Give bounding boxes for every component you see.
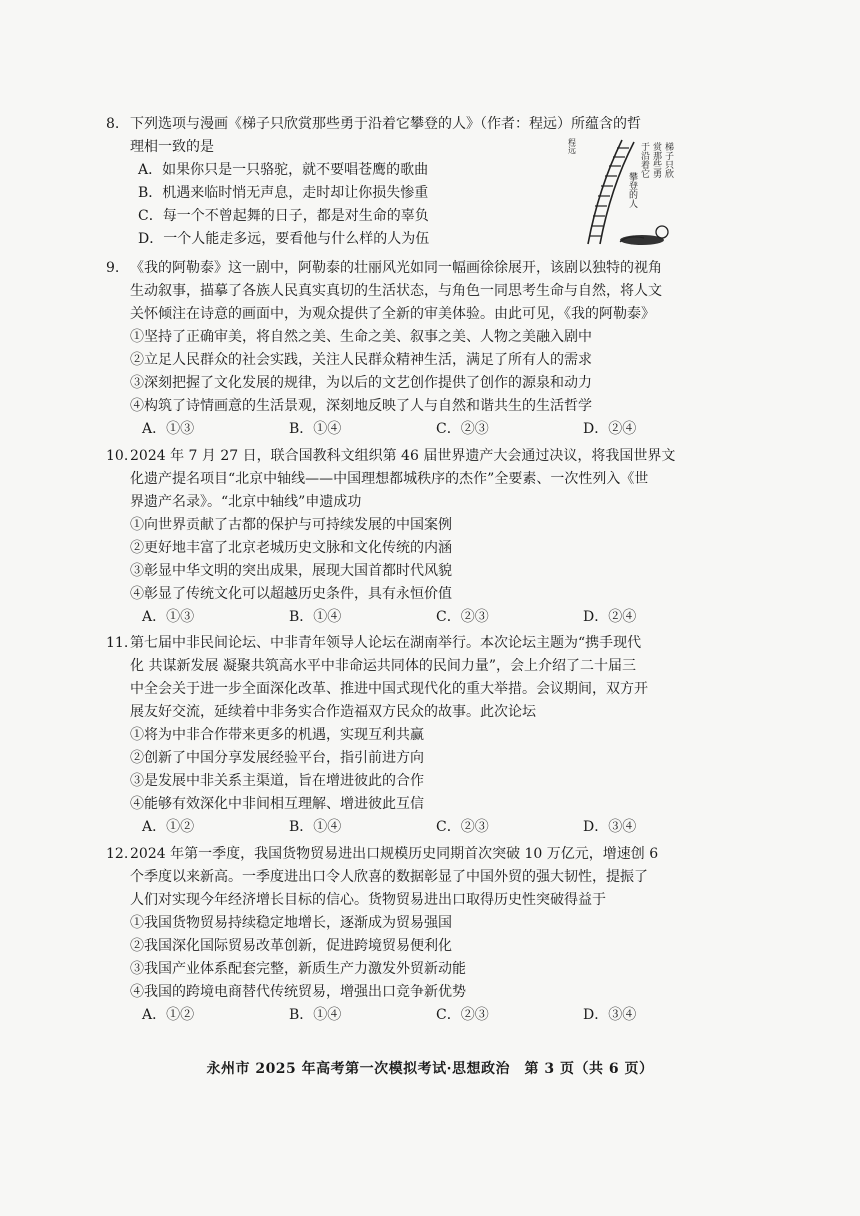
statement-4: ④构筑了诗情画意的生活景观，深刻地反映了人与自然和谐共生的生活哲学 [130,398,592,414]
question-text-line: 化 共谋新发展 凝聚共筑高水平中非命运共同体的民间力量”，会上介绍了二十届三 [130,658,637,674]
statement-1: ①我国货物贸易持续稳定地增长，逐渐成为贸易强国 [130,915,452,931]
cartoon-title-col-4: 攀登的人 [627,172,637,208]
question-9 [106,257,730,441]
question-text-line: 关怀倾注在诗意的画面中，为观众提供了全新的审美体验。由此可见，《我的阿勒泰》 [130,306,655,322]
question-text-line: 中全会关于进一步全面深化改革、推进中国式现代化的重大举措。会议期间，双方开 [130,681,648,697]
answer-choices [130,606,730,629]
statement-3: ③我国产业体系配套完整，新质生产力激发外贸新动能 [130,961,466,977]
question-text-line: 《我的阿勒泰》这一剧中，阿勒泰的壮丽风光如同一幅画徐徐展开，该剧以独特的视角 [130,260,662,276]
choice-c: C．②③ [436,609,489,625]
question-text-line: 界遗产名录》。“北京中轴线”申遗成功 [130,494,362,510]
question-text-line: 下列选项与漫画《梯子只欣赏那些勇于沿着它攀登的人》（作者：程远）所蕴含的哲 [130,116,641,132]
choice-b: B．①④ [289,609,342,625]
question-text-line: 展友好交流，延续着中非务实合作造福双方民众的故事。此次论坛 [130,704,536,720]
question-text-line: 化遗产提名项目“北京中轴线——中国理想都城秩序的杰作”全要素、一次性列入《世 [130,471,649,487]
ladder-cartoon-drawing [560,132,680,250]
question-number: 11. [106,635,129,651]
statement-3: ③彰显中华文明的突出成果，展现大国首都时代风貌 [130,563,452,579]
question-text-line: 2024 年 7 月 27 日，联合国教科文组织第 46 届世界遗产大会通过决议，将我国世界文 [130,448,676,464]
option-d: D．一个人能走多远，要看他与什么样的人为伍 [138,231,430,247]
statement-2: ②立足人民群众的社会实践，关注人民群众精神生活，满足了所有人的需求 [130,352,592,368]
answer-choices [130,1004,730,1027]
ladder-cartoon [560,132,680,250]
question-text-line: 个季度以来新高。一季度进出口令人欣喜的数据彰显了中国外贸的强大韧性，提振了 [130,869,648,885]
choice-c: C．②③ [436,421,489,437]
cartoon-title-col-2: 赏那些勇 [651,142,661,178]
question-number: 10. [106,448,129,464]
question-number: 8. [106,116,120,132]
question-10 [106,445,730,629]
choice-a: A．①③ [142,421,195,437]
choice-a: A．①② [142,819,195,835]
question-11 [106,632,730,839]
question-text-line: 生动叙事，描摹了各族人民真实真切的生活状态，与角色一同思考生命与自然，将人文 [130,283,662,299]
statement-2: ②创新了中国分享发展经验平台，指引前进方向 [130,750,424,766]
question-text-line: 2024 年第一季度，我国货物贸易进出口规模历史同期首次突破 10 万亿元，增速创 6 [130,846,659,862]
choice-a: A．①③ [142,609,195,625]
cartoon-signature: 程远 [567,138,577,154]
statement-1: ①向世界贡献了古都的保护与可持续发展的中国案例 [130,517,452,533]
statement-4: ④我国的跨境电商替代传统贸易，增强出口竞争新优势 [130,984,466,1000]
statement-4: ④彰显了传统文化可以超越历史条件，具有永恒价值 [130,586,452,602]
question-text-line: 第七届中非民间论坛、中非青年领导人论坛在湖南举行。本次论坛主题为“携手现代 [130,635,642,651]
choice-d: D．②④ [583,421,637,437]
cartoon-title-col-3: 于沿着它 [639,142,649,178]
option-b: B．机遇来临时悄无声息，走时却让你损失惨重 [138,185,429,201]
choice-c: C．②③ [436,819,489,835]
question-number: 9. [106,260,120,276]
statement-1: ①坚持了正确审美，将自然之美、生命之美、叙事之美、人物之美融入剧中 [130,329,592,345]
question-12 [106,843,730,1027]
question-text-line: 人们对实现今年经济增长目标的信心。货物贸易进出口取得历史性突破得益于 [130,892,606,908]
question-number: 12. [106,846,129,862]
choice-d: D．③④ [583,1007,637,1023]
statement-3: ③是发展中非关系主渠道，旨在增进彼此的合作 [130,773,424,789]
option-a: A．如果你只是一只骆驼，就不要唱苍鹰的歌曲 [138,162,429,178]
statement-2: ②我国深化国际贸易改革创新，促进跨境贸易便利化 [130,938,452,954]
option-c: C．每一个不曾起舞的日子，都是对生命的辜负 [138,208,429,224]
statement-4: ④能够有效深化中非间相互理解、增进彼此互信 [130,796,424,812]
choice-b: B．①④ [289,1007,342,1023]
page-footer: 永州市 2025 年高考第一次模拟考试·思想政治 第 3 页（共 6 页） [206,1061,654,1077]
statement-1: ①将为中非合作带来更多的机遇，实现互利共赢 [130,727,424,743]
statement-2: ②更好地丰富了北京老城历史文脉和文化传统的内涵 [130,540,452,556]
answer-choices [130,418,730,441]
choice-c: C．②③ [436,1007,489,1023]
choice-a: A．①② [142,1007,195,1023]
answer-choices [130,816,730,839]
choice-d: D．③④ [583,819,637,835]
statement-3: ③深刻把握了文化发展的规律，为以后的文艺创作提供了创作的源泉和动力 [130,375,592,391]
cartoon-title-col-1: 梯子只欣 [663,142,673,178]
choice-d: D．②④ [583,609,637,625]
choice-b: B．①④ [289,819,342,835]
question-text-line: 理相一致的是 [130,139,214,155]
choice-b: B．①④ [289,421,342,437]
